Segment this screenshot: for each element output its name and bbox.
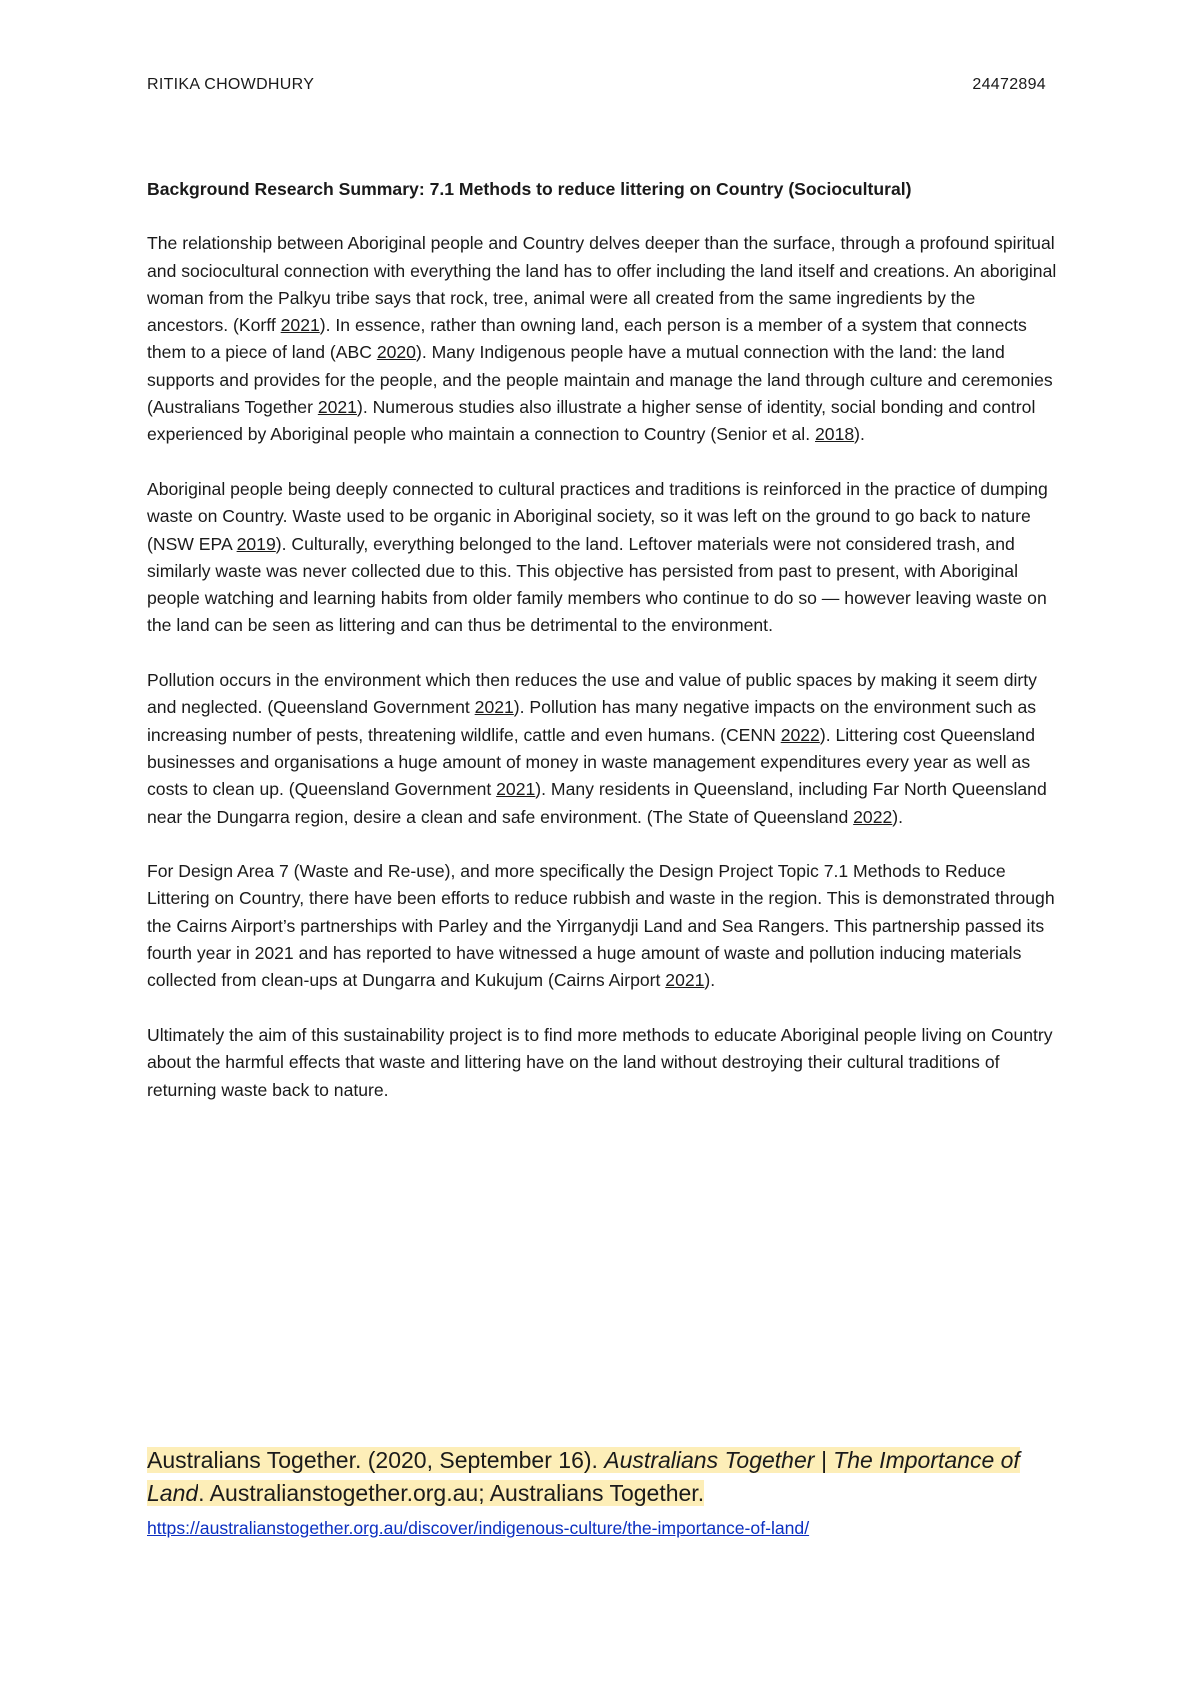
reference-text: Australians Together. (2020, September 16). [147, 1447, 605, 1473]
text-run: Aboriginal people being deeply connected to cultural practices and traditions is reinforced in the practice of dumping waste on Country. Waste used to be organic in Aboriginal society, so it was left on the ground to go back to nature (NSW EPA [147, 478, 1048, 554]
text-run: ). In essence, rather than owning land, each person is a member of a system that connects them to a piece of land (ABC [147, 315, 1027, 363]
reference-url-link[interactable]: https://australianstogether.org.au/discover/indigenous-culture/the-importance-of-land/ [147, 1518, 810, 1538]
paragraph-1 [147, 230, 1057, 448]
text-run: ). Numerous studies also illustrate a higher sense of identity, social bonding and control experienced by Aboriginal people who maintain a connection to Country (Senior et al. [147, 397, 1036, 445]
text-run: ). [704, 970, 716, 991]
text-run: ). [854, 424, 865, 445]
student-id: 24472894 [972, 76, 1046, 93]
text-run: ). Many residents in Queensland, including Far North Queensland near the Dungarra region, desire a clean and safe environment. (The State of Queensland [147, 779, 1047, 827]
text-run: Ultimately the aim of this sustainability project is to find more methods to educate Aboriginal people living on Country about the harmful effects that waste and littering have on the land without destroying their cultural traditions of returning waste back to nature. [147, 1024, 1053, 1100]
citation-link[interactable]: 2021 [317, 397, 357, 418]
reference-source: . Australianstogether.org.au; Australians Together. [198, 1480, 705, 1506]
reference-title: Australians Together | The Importance of Land [147, 1447, 1020, 1506]
paragraph-4 [147, 858, 1057, 994]
citation-link[interactable]: 2022 [780, 724, 820, 745]
page-header [147, 76, 1046, 100]
text-run: ). Littering cost Queensland businesses and organisations a huge amount of money in waste management expenditures every year as well as costs to clean up. (Queensland Government [147, 724, 1035, 800]
text-run: Pollution occurs in the environment which then reduces the use and value of public spaces by making it seem dirty and neglected. (Queensland Government [147, 670, 1037, 718]
text-run: The relationship between Aboriginal people and Country delves deeper than the surface, through a profound spiritual and sociocultural connection with everything the land has to offer including the land itself and creations. An aboriginal woman from the Palkyu tribe says that rock, tree, animal were all created from the same ingredients by the ancestors. (Korff [147, 233, 1057, 336]
citation-link[interactable]: 2021 [280, 315, 320, 336]
text-run: ). Pollution has many negative impacts on the environment such as increasing number of pests, threatening wildlife, cattle and even humans. (CENN [147, 697, 1037, 745]
citation-link[interactable]: 2022 [853, 806, 893, 827]
document-title: Background Research Summary: 7.1 Methods to reduce littering on Country (Sociocultural) [147, 179, 912, 199]
citation-link[interactable]: 2020 [376, 342, 416, 363]
text-run: For Design Area 7 (Waste and Re-use), and more specifically the Design Project Topic 7.1 Methods to Reduce Littering on Country, there have been efforts to reduce rubbish and waste in the region. This is demonstrated through the Cairns Airport’s partnerships with Parley and the Yirrganydji Land and Sea Rangers. This partnership passed its fourth year in 2021 and has reported to have witnessed a huge amount of waste and pollution inducing materials collected from clean-ups at Dungarra and Kukujum (Cairns Airport [147, 861, 1055, 991]
paragraph-3 [147, 667, 1057, 831]
author-name: RITIKA CHOWDHURY [147, 76, 315, 93]
text-run: ). Culturally, everything belonged to the land. Leftover materials were not considered trash, and similarly waste was never collected due to this. This objective has persisted from past to present, with Aboriginal people watching and learning habits from older family members who continue to do so — however leaving waste on the land can be seen as littering and can thus be detrimental to the environment. [147, 533, 1047, 636]
citation-link[interactable]: 2021 [665, 970, 705, 991]
citation-link[interactable]: 2019 [236, 533, 276, 554]
citation-link[interactable]: 2021 [496, 779, 536, 800]
citation-link[interactable]: 2018 [815, 424, 855, 445]
reference-entry [147, 1444, 1067, 1543]
document-body [147, 176, 1057, 1131]
text-run: ). Many Indigenous people have a mutual connection with the land: the land supports and provides for the people, and the people maintain and manage the land through culture and ceremonies (Australians Together [147, 342, 1053, 418]
paragraph-2 [147, 476, 1057, 640]
paragraph-5 [147, 1022, 1057, 1104]
citation-link[interactable]: 2021 [474, 697, 514, 718]
text-run: ). [892, 806, 904, 827]
